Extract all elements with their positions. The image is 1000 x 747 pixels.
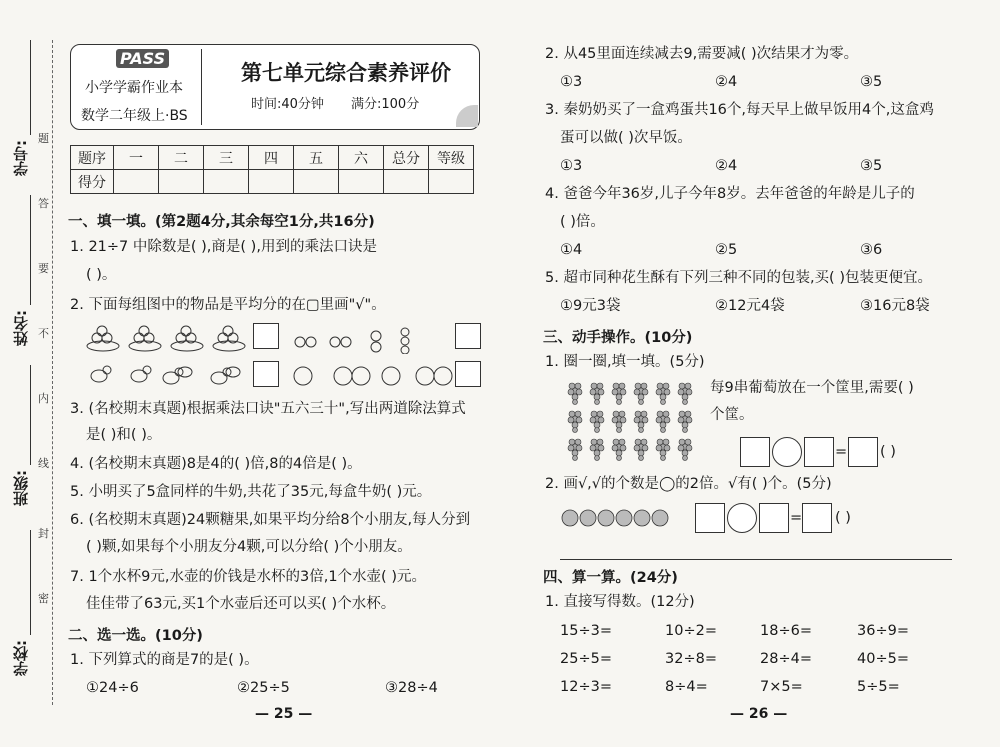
peach-plates-icon (85, 322, 485, 354)
score-cell: 二 (159, 146, 204, 170)
ball-groups-icon (294, 367, 452, 385)
section-3-title: 三、动手操作。(10分) (543, 330, 693, 346)
calc-item[interactable]: 25÷5= (560, 651, 612, 667)
class-label: 班级: (12, 470, 30, 506)
choice-1: 1. 下列算式的商是7的是( )。 (70, 652, 259, 668)
choice-3-line2: 蛋可以做( )次早饭。 (560, 130, 692, 146)
question-2: 2. 下面每组图中的物品是平均分的在▢里画"√"。 (70, 297, 386, 313)
equals-sign: = (790, 510, 803, 526)
answer-box-peaches[interactable] (253, 323, 279, 349)
equation-box[interactable] (695, 503, 725, 533)
calc-item[interactable]: 40÷5= (857, 651, 909, 667)
pass-logo: PASS (116, 49, 169, 68)
full-score: 满分:100分 (351, 97, 420, 112)
question-3-line1: 3. (名校期末真题)根据乘法口诀"五六三十",写出两道除法算式 (70, 401, 466, 417)
question-4: 4. (名校期末真题)8是4的( )倍,8的4倍是( )。 (70, 456, 362, 472)
calc-item[interactable]: 32÷8= (665, 651, 717, 667)
choice-3-option-1[interactable]: ①3 (560, 158, 583, 174)
choice-4-line2: ( )倍。 (560, 214, 605, 230)
score-input-cell[interactable] (294, 170, 339, 194)
choice-2: 2. 从45里面连续减去9,需要减( )次结果才为零。 (545, 46, 859, 62)
score-input-cell[interactable] (249, 170, 294, 194)
hands-on-1-text1: 每9串葡萄放在一个筐里,需要( ) (710, 380, 914, 396)
student-number-line (30, 40, 31, 135)
choice-4-option-3[interactable]: ③6 (860, 242, 883, 258)
score-input-cell[interactable] (384, 170, 429, 194)
score-cell: 五 (294, 146, 339, 170)
question-6-line1: 6. (名校期末真题)24颗糖果,如果平均分给8个小朋友,每人分到 (70, 512, 471, 528)
score-cell: 四 (249, 146, 294, 170)
choice-3-option-3[interactable]: ③5 (860, 158, 883, 174)
equals-sign: = (835, 444, 848, 460)
score-cell: 等级 (429, 146, 474, 170)
calc-item[interactable]: 15÷3= (560, 623, 612, 639)
score-input-cell[interactable] (204, 170, 249, 194)
score-input-cell[interactable] (159, 170, 204, 194)
school-label: 学校: (12, 640, 30, 676)
dash-char: 不 (38, 327, 49, 340)
score-cell: 六 (339, 146, 384, 170)
calc-item[interactable]: 7×5= (760, 679, 803, 695)
dash-char: 线 (38, 457, 49, 470)
hands-on-2: 2. 画√,√的个数是◯的2倍。√有( )个。(5分) (545, 476, 832, 492)
dash-char: 答 (38, 197, 49, 210)
page-number-right: — 26 — (730, 706, 788, 722)
equation-box[interactable] (802, 503, 832, 533)
score-input-cell[interactable] (114, 170, 159, 194)
pictures-row2 (85, 360, 485, 392)
choice-5-option-2[interactable]: ②12元4袋 (715, 298, 785, 314)
equation-box[interactable] (740, 437, 770, 467)
question-7-line2: 佳佳带了63元,买1个水壶后还可以买( )个水杯。 (86, 596, 396, 612)
pictures-row1 (85, 322, 485, 354)
question-1-line2: ( )。 (86, 267, 117, 283)
choice-2-option-2[interactable]: ②4 (715, 74, 738, 90)
class-line (30, 365, 31, 465)
grapes-grid (565, 380, 700, 469)
unit-paren: ( ) (835, 510, 851, 526)
calc-item[interactable]: 5÷5= (857, 679, 900, 695)
dash-char: 内 (38, 392, 49, 405)
score-table (70, 145, 474, 194)
choice-2-option-1[interactable]: ①3 (560, 74, 583, 90)
divider-line (560, 559, 952, 560)
question-3-line2: 是( )和( )。 (86, 427, 162, 443)
choice-4-option-2[interactable]: ②5 (715, 242, 738, 258)
choice-2-option-3[interactable]: ③5 (860, 74, 883, 90)
brand-name: 小学学霸作业本 (85, 80, 183, 96)
section-1-title: 一、填一填。(第2题4分,其余每空1分,共16分) (68, 214, 375, 230)
circles-icon (560, 508, 690, 528)
dash-char: 密 (38, 592, 49, 605)
question-6-line2: ( )颗,如果每个小朋友分4颗,可以分给( )个小朋友。 (86, 539, 412, 555)
page-number-left: — 25 — (255, 706, 313, 722)
calc-item[interactable]: 36÷9= (857, 623, 909, 639)
time-limit: 时间:40分钟 (251, 97, 324, 112)
binding-dash-line (52, 40, 53, 705)
calc-item[interactable]: 8÷4= (665, 679, 708, 695)
answer-box-balls[interactable] (455, 361, 481, 387)
calc-item[interactable]: 18÷6= (760, 623, 812, 639)
calc-item[interactable]: 28÷4= (760, 651, 812, 667)
operator-circle[interactable] (772, 437, 802, 467)
question-1-line1: 1. 21÷7 中除数是( ),商是( ),用到的乘法口诀是 (70, 239, 377, 255)
operator-circle[interactable] (727, 503, 757, 533)
choice-5-option-3[interactable]: ③16元8袋 (860, 298, 930, 314)
equation-box[interactable] (759, 503, 789, 533)
calc-item[interactable]: 10÷2= (665, 623, 717, 639)
name-label: 姓名: (12, 310, 30, 346)
section-4-title: 四、算一算。(24分) (543, 570, 678, 586)
section-2-title: 二、选一选。(10分) (68, 628, 203, 644)
apple-groups-icon (295, 328, 409, 354)
equation-box[interactable] (848, 437, 878, 467)
choice-4-option-1[interactable]: ①4 (560, 242, 583, 258)
dash-char: 题 (38, 132, 49, 145)
choice-1-option-1[interactable]: ①24÷6 (86, 680, 139, 696)
choice-5: 5. 超市同种花生酥有下列三种不同的包装,买( )包装更便宜。 (545, 270, 932, 286)
score-cell: 得分 (71, 170, 114, 194)
grapes-icon (565, 380, 700, 465)
calc-item[interactable]: 12÷3= (560, 679, 612, 695)
name-line (30, 195, 31, 305)
choice-3-option-2[interactable]: ②4 (715, 158, 738, 174)
unit-paren: ( ) (880, 444, 896, 460)
student-number-label: 学号: (12, 140, 30, 176)
chick-balls-icon (85, 360, 485, 392)
calc-1-title: 1. 直接写得数。(12分) (545, 594, 695, 610)
choice-1-option-3[interactable]: ③28÷4 (385, 680, 438, 696)
header-divider (201, 49, 202, 125)
choice-4-line1: 4. 爸爸今年36岁,儿子今年8岁。去年爸爸的年龄是儿子的 (545, 186, 915, 202)
answer-box-chicks[interactable] (253, 361, 279, 387)
question-5: 5. 小明买了5盒同样的牛奶,共花了35元,每盒牛奶( )元。 (70, 484, 432, 500)
choice-5-option-1[interactable]: ①9元3袋 (560, 298, 621, 314)
score-input-cell[interactable] (339, 170, 384, 194)
dash-char: 封 (38, 527, 49, 540)
choice-3-line1: 3. 秦奶奶买了一盒鸡蛋共16个,每天早上做早饭用4个,这盒鸡 (545, 102, 934, 118)
score-cell: 三 (204, 146, 249, 170)
hands-on-1-text2: 个筐。 (710, 407, 754, 423)
choice-1-option-2[interactable]: ②25÷5 (237, 680, 290, 696)
circles-row (560, 508, 690, 532)
score-cell: 总分 (384, 146, 429, 170)
question-7-line1: 7. 1个水杯9元,水壶的价钱是水杯的3倍,1个水壶( )元。 (70, 569, 426, 585)
score-input-cell[interactable] (429, 170, 474, 194)
school-line (30, 530, 31, 635)
header-box (70, 44, 480, 130)
page-curl (456, 105, 478, 127)
subject-grade: 数学二年级上·BS (81, 108, 188, 124)
equation-box[interactable] (804, 437, 834, 467)
score-cell: 一 (114, 146, 159, 170)
score-cell: 题序 (71, 146, 114, 170)
score-table-header-row (71, 146, 474, 170)
score-table-score-row (71, 170, 474, 194)
dash-char: 要 (38, 262, 49, 275)
answer-box-apples[interactable] (455, 323, 481, 349)
hands-on-1: 1. 圈一圈,填一填。(5分) (545, 354, 705, 370)
page-title: 第七单元综合素养评价 (241, 60, 451, 85)
